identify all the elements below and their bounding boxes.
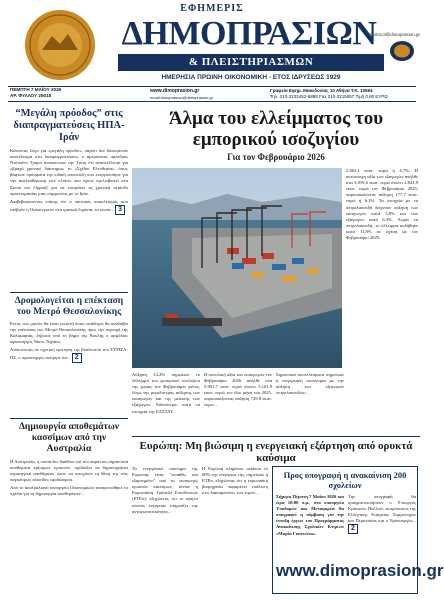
publication-label: ΕΦΗΜΕΡΙΣ: [180, 3, 244, 14]
divider: [10, 292, 128, 293]
newspaper-title: ΔΗΜΟΠΡΑΣΙΩΝ: [121, 15, 377, 52]
address-line: Γραφεία Εφημ. Μακεδονίας 10 Αθήνα Τ.Κ. 10564: [270, 88, 373, 93]
office-address: [270, 88, 416, 100]
schools-box-title: Προς υπογραφή η ανακαίνιση 200 σχολείων: [283, 470, 407, 490]
issue-date: ΠΕΜΠΤΗ 7 ΜΑΪΟΥ 2026: [10, 87, 62, 92]
story-title: Δημιουργία αποθεμάτων κασσίμων από την Αυστραλία: [18, 422, 120, 454]
story-thessaloniki-metro: [10, 296, 128, 363]
story-body-2: Διαβεβαιώνοντας επίσης ότι ο ναυτικός αποκλεισμός που επέβαλε η Ουάσινγκτον στα ιρανικά λιμάνια, τα οποία...: [10, 198, 128, 212]
newspaper-tagline: ΗΜΕΡΗΣΙΑ ΠΡΩΙΝΗ ΟΙΚΟΝΟΜΙΚΗ - ΕΤΟΣ ΙΔΡΥΣΕΩΣ 1929: [161, 74, 341, 81]
website-banner[interactable]: www.dimoprasion.gr: [276, 561, 444, 580]
port-photo: [132, 168, 342, 368]
story-title: “Μεγάλη πρόοδος” στις διαπραγματεύσεις ΗΠΑ-Ιράν: [13, 108, 125, 143]
story-body-2: Απαντώντας σε σχετική ερώτηση της βουλευτού του ΣΥΡΙΖΑ-ΠΣ, ο υφυπουργός ανέφερε ότι...: [10, 347, 128, 361]
story-body: Κάνοντας λόγο για «μεγάλη πρόοδο», παρότι δεν διευκρίνισε αποτέλεσμα στις διαπραγματεύσεις, ο αμερικανός πρόεδρος Ντόναλντ Τραμπ ανακοίνωσε την Τρίτη ότι αναστέλλεται για «βραχύ χρονικό διάστημα» το «Σχέδιο Ελευθερία», όπως βάφτισε πρόσφατα την ειδική αποστολή που ενεργοποίησε για την απελευθέρωση των πλοίων που έχουν εγκλωβιστεί στα Στενά του Ορμούζ για να επιτρέψει τη χρονική περίοδο προετοιμασίας μιας συμφωνίας με το Ιράν.: [10, 148, 128, 196]
main-story-col1: Αύξηση 14,2% σημείωσε το έλλειμμα του εμπορικού ισοζυγίου της χώρας τον Φεβρουάριο φέτος, λόγω της μεγαλύτερης αύξησης των εισαγωγών και της μείωσης των εξαγωγών. Ειδικότερα, κατά τα στοιχεία της ΕΛΣΤΑΤ...: [132, 372, 200, 414]
newspaper-subtitle: & ΠΛΕΙΣΤΗΡΙΑΣΜΩΝ: [118, 54, 384, 71]
main-story-right-column: 2.863,1 εκατ. ευρώ ή 4,7%. Η αντίστοιχη αξία των εξαγωγών ανήλθε στα 3.019,6 εκατ. ευρώ έναντι 2.841,9 εκατ. ευρώ τον Φεβρουάριο 2025, παρουσιάζοντας αύξηση 177,7 εκατ. ευρώ ή 6,3%. Τα στοιχεία με τα πετρελαιοειδή δείχνουν αύξηση των εισαγωγών κατά 5,8% και των εξαγωγών κατά 6,3%. Χωρίς τα πετρελαιοειδή, το έλλειμμα αυξήθηκε κατά 11,8% σε σχέση με τον Φεβρουάριο 2025.: [346, 168, 418, 241]
issue-date-block: [10, 87, 70, 99]
main-subheadline: Για τον Φεβρουάριο 2026: [227, 152, 325, 162]
divider: [132, 436, 420, 437]
europe-col2: Η Ευρώπη πληρώνει περίπου το 60% της ενέργειας της, σημείωσε η ΕΤΕπ, εξηγώντας ότι η ευρωπαϊκή βιομηχανία παραμένει ευάλωτη στις διακυμάνσεις των τιμών...: [202, 466, 268, 496]
story-body-continued: [10, 347, 128, 363]
website-link[interactable]: www.dimoprasion.gr: [150, 88, 200, 94]
europe-headline: Ευρώπη: Μη βιώσιμη η ενεργειακή εξάρτηση από ορυκτά καύσιμα: [139, 440, 413, 464]
main-story-col2: Η συνολική αξία των εισαγωγών τον Φεβρουάριο 2026 ανήλθε στα 5.891,7 εκατ. ευρώ έναντι 5.161,9 εκατ. ευρώ τον ίδιο μήνα του 2025, παρουσιάζοντας αύξηση 729,8 εκατ. ευρώ...: [204, 372, 272, 408]
main-story-col3: Σημαντικά αποτελέσματα σημείωσε η ενεργειακή αυτονομία με την αύξηση των εξαγωγών πετρελαιοειδών...: [276, 372, 344, 396]
europe-col1: Το ενεργειακό σύστημα της Ευρώπης είναι "ευπαθές και εξαρτημένο" από τις εισαγωγές ορυκτών καυσίμων, τόνισε η Ευρωπαϊκή Τράπεζα Επενδύσεων (ΕΤΕπ), εξηγώντας ότι το υψηλό κόστος ενέργειας επηρεάζει την ανταγωνιστικότητα...: [132, 466, 198, 514]
page-reference[interactable]: 2: [72, 353, 82, 363]
story-body-continued: [10, 199, 128, 215]
story-usa-iran: [10, 108, 128, 215]
schools-box-text-2: Την υπογραφή θα πραγματοποιήσουν ο Υπουργός Κρατικών Πολλών, εκπρόσωπος της Ελληνικής Εταιρείας Συμμετοχών και Περιουσίας και ο Υφυπουργός...: [348, 494, 416, 524]
story-body: Εντός των μηνών θα είναι γνωστή ποιος ανάδοχος θα αναλάβει την επέκταση του Μετρό Θεσσαλονίκης προς την περιοχή της Καλαμαριάς, δήλωσε από το βήμα της Βουλής ο αρμόδιος υφυπουργός Νίκος Ταχιάος.: [10, 321, 128, 345]
protocol-email[interactable]: protocol@dimoprasion.gr: [369, 32, 420, 37]
story-australia-reserves: [10, 422, 128, 498]
story-title: Δρομολογείται η επέκταση του Μετρό Θεσσαλονίκης: [14, 296, 124, 317]
newspaper-logo-emblem: [12, 6, 108, 84]
story-body: Η Αυστραλία, η οποία δεν διαθέτει επί του παρόντος σημαντικά αποθέματα κρίσιμων ορυκτών, σχεδιάζει να δημιουργήσει στρατηγικά αποθέματα, ώστε να ενισχύσει τη θέση της στις παγκόσμιες αλυσίδες εφοδιασμού.: [10, 459, 128, 483]
email-link[interactable]: email:dimoprasion@dimoprasion.gr: [150, 95, 213, 100]
page-reference[interactable]: 2: [348, 524, 358, 534]
page-reference[interactable]: 3: [115, 205, 125, 215]
divider: [10, 418, 128, 419]
brand-seal-icon: [372, 40, 418, 62]
phone-line: Τηλ. 210-3233452-6888 Fax 210-3215857 Τιμή 0,60 ΕΥΡΩ: [270, 94, 388, 99]
schools-box-col1: [276, 494, 344, 537]
main-headline: Άλμα του ελλείμματος του εμπορικού ισοζυγίου: [168, 108, 384, 150]
schools-box-col2: [348, 494, 416, 534]
schools-box-text-1: Σήμερα Πέμπτη 7 Μαΐου 2026 και ώρα 10:00 π.μ., στο υπουργείο Υποδομών και Μεταφορών θα υπογραφεί η σύμβαση για την ένταξη έργων του Προγράμματος Ανακαίνισης Σχολικών Κτιρίων «Μαρία Γκαντώνα».: [276, 494, 344, 536]
story-body-2: Από το αυστραλιανό υπουργείο Οικονομικών ανακοινώθηκε το σχέδιο για τη δημιουργία αποθεμάτων...: [10, 485, 128, 497]
issue-number: ΑΡ. ΦΥΛΛΟΥ 25018: [10, 93, 52, 98]
